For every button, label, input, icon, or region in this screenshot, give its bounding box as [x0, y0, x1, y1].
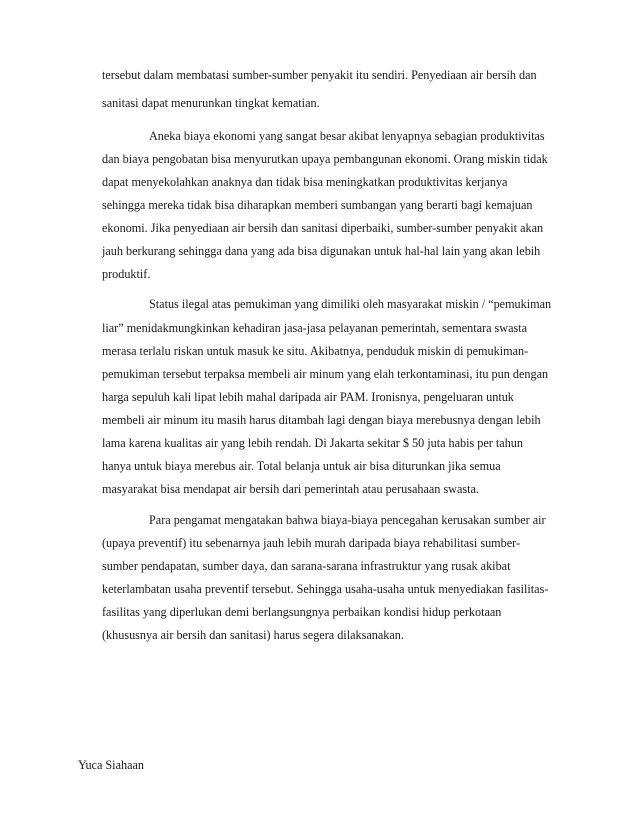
text-line: pemukiman tersebut terpaksa membeli air minum yang elah terkontaminasi, itu pun dengan [102, 367, 549, 381]
text-line: (upaya preventif) itu sebenarnya jauh lebih murah daripada biaya rehabilitasi sumber- [102, 536, 521, 550]
text-line: sumber pendapatan, sumber daya, dan sarana-sarana infrastruktur yang rusak akibat [102, 559, 511, 573]
text-line: ekonomi. Jika penyediaan air bersih dan sanitasi diperbaiki, sumber-sumber penyakit akan [102, 221, 544, 235]
text-line: liar” menidakmungkinkan kehadiran jasa-jasa pelayanan pemerintah, sementara swasta [102, 321, 528, 335]
text-line: produktif. [102, 267, 151, 281]
text-line: membeli air minum itu masih harus ditambah lagi dengan biaya merebusnya dengan lebih [102, 413, 541, 427]
text-line: jauh berkurang sehingga dana yang ada bisa digunakan untuk hal-hal lain yang akan lebih [102, 244, 541, 258]
footer-author: Yuca Siahaan [78, 758, 144, 772]
text-line: tersebut dalam membatasi sumber-sumber penyakit itu sendiri. Penyediaan air bersih dan [102, 68, 537, 82]
text-line: lama karena kualitas air yang lebih rendah. Di Jakarta sekitar $ 50 juta habis per tahun [102, 436, 523, 450]
text-line: hanya untuk biaya merebus air. Total belanja untuk air bisa diturunkan jika semua [102, 459, 501, 473]
text-line: merasa terlalu riskan untuk masuk ke situ. Akibatnya, penduduk miskin di pemukiman- [102, 344, 529, 358]
text-line: sehingga mereka tidak bisa diharapkan memberi sumbangan yang berarti bagi kemajuan [102, 198, 533, 212]
text-line: masyarakat bisa mendapat air bersih dari pemerintah atau perusahaan swasta. [102, 482, 479, 496]
text-line: harga sepuluh kali lipat lebih mahal daripada air PAM. Ironisnya, pengeluaran untuk [102, 390, 514, 404]
text-line: Status ilegal atas pemukiman yang dimiliki oleh masyarakat miskin / “pemukiman [149, 297, 552, 311]
text-line: sanitasi dapat menurunkan tingkat kematian. [102, 96, 320, 110]
text-line: dan biaya pengobatan bisa menyurutkan upaya pembangunan ekonomi. Orang miskin tidak [102, 152, 548, 166]
text-line: Para pengamat mengatakan bahwa biaya-biaya pencegahan kerusakan sumber air [149, 513, 546, 527]
text-line: keterlambatan usaha preventif tersebut. Sehingga usaha-usaha untuk menyediakan fasilitas- [102, 582, 549, 596]
text-line: fasilitas yang diperlukan demi berlangsungnya perbaikan kondisi hidup perkotaan [102, 605, 502, 619]
text-line: Aneka biaya ekonomi yang sangat besar akibat lenyapnya sebagian produktivitas [149, 129, 545, 143]
text-line: dapat menyekolahkan anaknya dan tidak bisa meningkatkan produktivitas kerjanya [102, 175, 508, 189]
text-line: (khususnya air bersih dan sanitasi) harus segera dilaksanakan. [102, 628, 404, 642]
